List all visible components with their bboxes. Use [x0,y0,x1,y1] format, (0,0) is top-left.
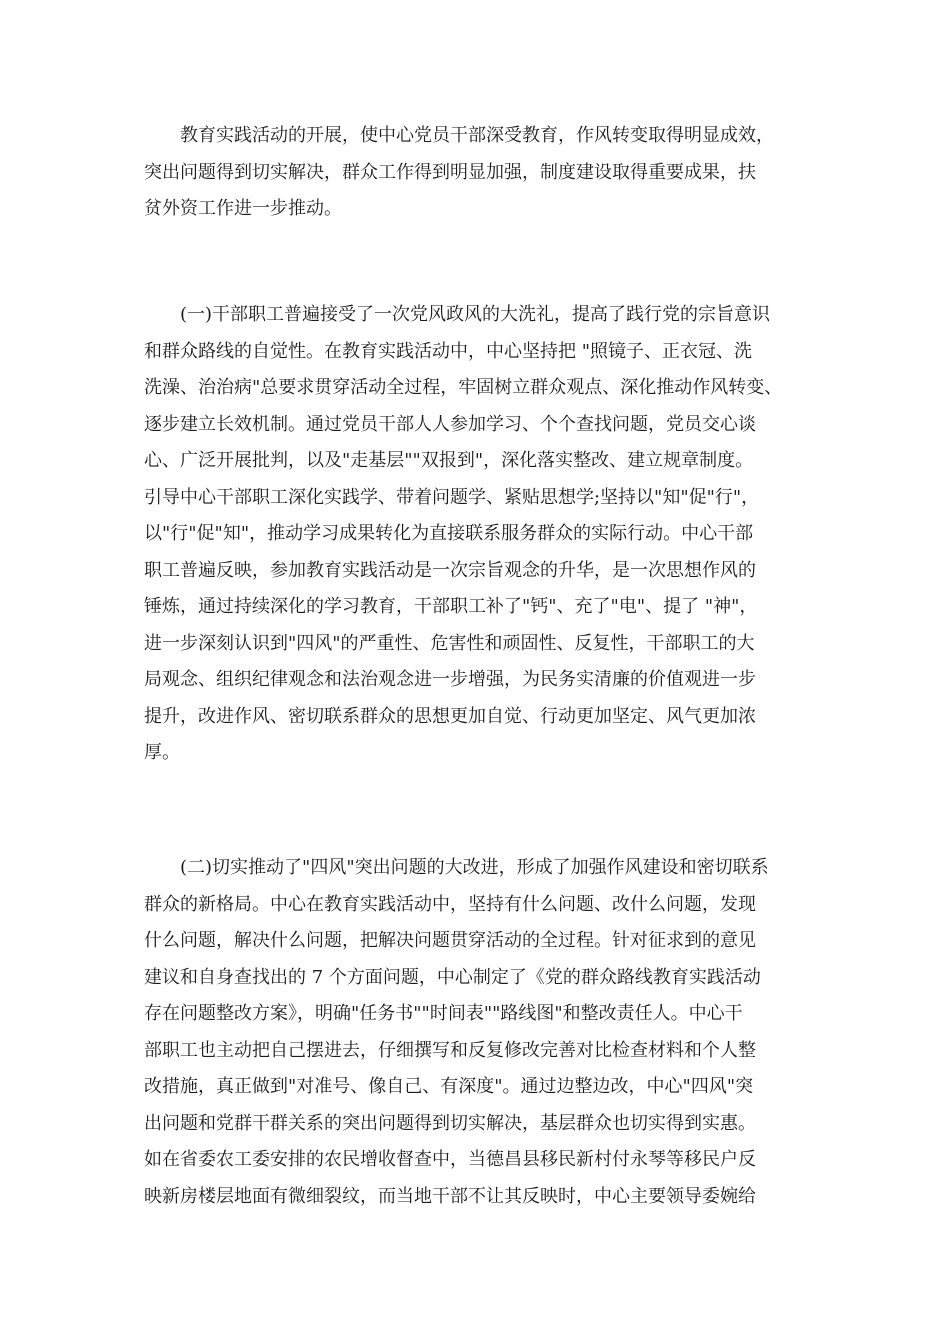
text-line: 出问题和党群干群关系的突出问题得到切实解决，基层群众也切实得到实惠。 [144,1112,756,1134]
paragraph-section-2 [144,850,834,1215]
text-line: 提升，改进作风、密切联系群众的思想更加自觉、行动更加坚定、风气更加浓 [144,705,756,727]
text-line: 以"行"促"知"，推动学习成果转化为直接联系服务群众的实际行动。中心干部 [144,523,754,544]
text-line: 厚。 [144,742,180,763]
text-line: 局观念、组织纪律观念和法治观念进一步增强，为民务实清廉的价值观进一步 [144,669,756,690]
text-line: 部职工也主动把自己摆进去，仔细撰写和反复修改完善对比检查材料和个人整 [144,1039,756,1061]
paragraph-intro [144,118,834,228]
text-line: (二)切实推动了"四风"突出问题的大改进，形成了加强作风建设和密切联系 [144,857,769,878]
text-line: 进一步深刻认识到"四风"的严重性、危害性和顽固性、反复性，干部职工的大 [144,632,755,654]
text-line: 锤炼，通过持续深化的学习教育，干部职工补了"钙"、充了"电"、提了 "神"， [144,596,758,617]
text-line: 建议和自身查找出的 7 个方面问题，中心制定了《党的群众路线教育实践活动 [144,966,761,988]
text-line: 洗澡、治治病"总要求贯穿活动全过程，牢固树立群众观点、深化推动作风转变、 [144,377,783,398]
text-line: 贫外资工作进一步推动。 [144,198,342,219]
paragraph-section-1 [144,297,834,772]
text-line: 职工普遍反映，参加教育实践活动是一次宗旨观念的升华，是一次思想作风的 [144,559,756,581]
text-line: 心、广泛开展批判，以及"走基层""双报到"，深化落实整改、建立规章制度。 [144,450,754,471]
text-line: (一)干部职工普遍接受了一次党风政风的大洗礼，提高了践行党的宗旨意识 [144,304,771,325]
text-line: 和群众路线的自觉性。在教育实践活动中，中心坚持把 "照镜子、正衣冠、洗 [144,340,752,362]
text-line: 如在省委农工委安排的农民增收督查中，当德昌县移民新村付永琴等移民户反 [144,1149,756,1170]
text-line: 突出问题得到切实解决，群众工作得到明显加强，制度建设取得重要成果，扶 [144,161,756,183]
text-line: 存在问题整改方案》，明确"任务书""时间表""路线图"和整改责任人。中心干 [144,1003,743,1024]
text-line: 什么问题，解决什么问题，把解决问题贯穿活动的全过程。针对征求到的意见 [144,930,756,951]
text-line: 群众的新格局。中心在教育实践活动中，坚持有什么问题、改什么问题，发现 [144,893,756,915]
text-line: 改措施，真正做到"对准号、像自己、有深度"。通过边整边改，中心"四风"突 [144,1076,754,1097]
text-line: 引导中心干部职工深化实践学、带着问题学、紧贴思想学;坚持以"知"促"行"， [144,486,760,508]
text-line: 逐步建立长效机制。通过党员干部人人参加学习、个个查找问题，党员交心谈 [144,413,756,435]
text-line: 映新房楼层地面有微细裂纹，而当地干部不让其反映时，中心主要领导委婉给 [144,1185,756,1207]
text-line: 教育实践活动的开展，使中心党员干部深受教育，作风转变取得明显成效， [144,125,774,146]
